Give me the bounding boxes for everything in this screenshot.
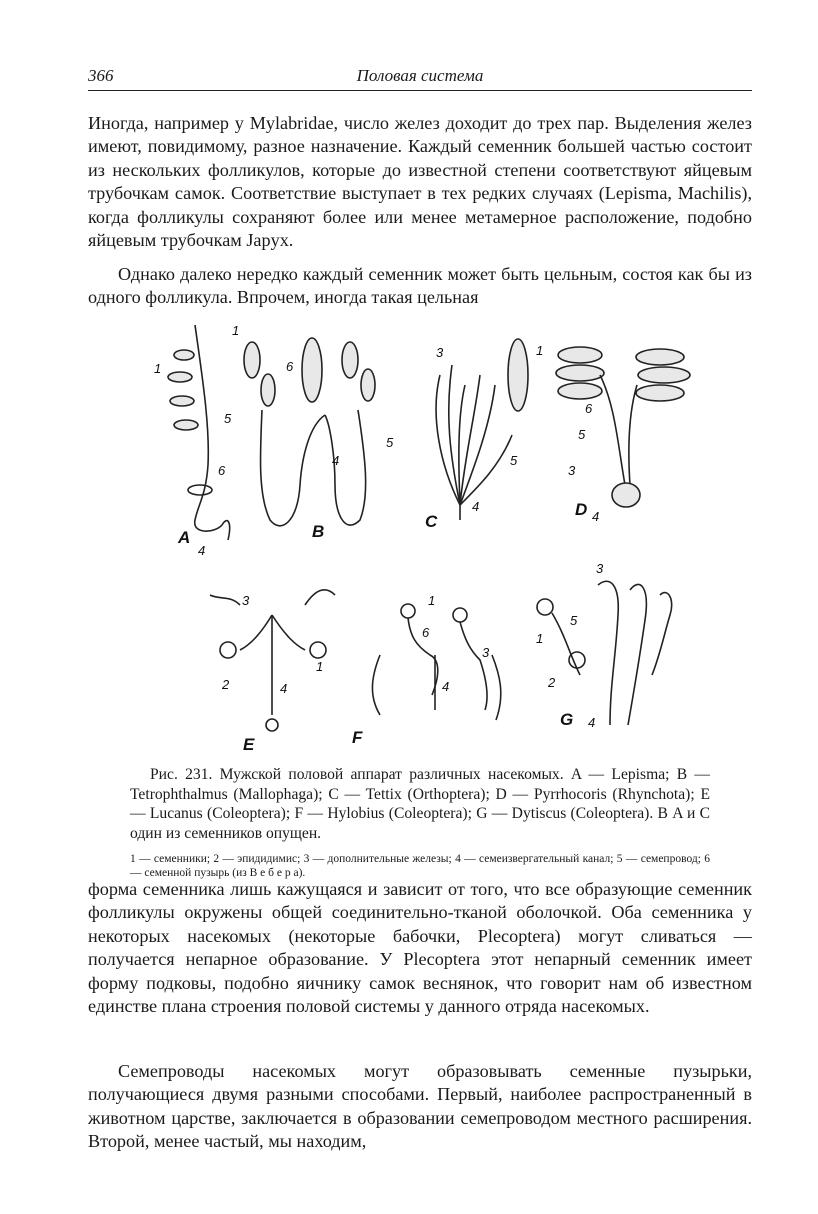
- part-number-e-4: 4: [280, 681, 288, 696]
- part-number-a-5: 5: [224, 411, 232, 426]
- page-number: 366: [88, 66, 114, 85]
- part-number-d-5: 5: [578, 427, 586, 442]
- panel-label-e: E: [243, 735, 255, 754]
- panel-label-b: B: [312, 522, 325, 541]
- part-number-c-3: 3: [436, 345, 444, 360]
- part-number-b-5: 5: [386, 435, 394, 450]
- panel-c-drawing: [436, 339, 528, 520]
- paragraph-4: Семепроводы насекомых могут образовывать семенные пузырьки, получающиеся двумя разными способами. Первый, наиболее распространенный в животном царстве, заключается в образовании семепроводом местного расширения. Второй, менее частый, мы находим,: [88, 1061, 752, 1152]
- part-number-c-5: 5: [510, 453, 518, 468]
- part-number-a-1: 1: [154, 361, 162, 376]
- panel-d-drawing: [556, 347, 690, 507]
- part-number-f-3: 3: [482, 645, 490, 660]
- part-number-c-4: 4: [472, 499, 480, 514]
- paragraph-1: Иногда, например у Mylabridae, число желез доходит до трех пар. Выделения желез имеют, повидимому, разное назначение. Каждый семенник большей частью состоит из нескольких фолликулов, которые до известной степени соответствуют яйцевым трубочкам самок. Соответствие выступает в тех редких случаях (Lepisma, Machilis), когда фолликулы сохраняют более или менее метамерное расположение, подобно яйцевым трубочкам Japyx.: [88, 113, 752, 251]
- panel-b-drawing: [244, 338, 375, 526]
- figure-legend: 1 — семенники; 2 — эпидидимис; 3 — дополнительные железы; 4 — семеизвергательный канал; 5 — семепровод; 6 — семенной пузырь (из В е б е р а).: [130, 853, 710, 879]
- part-number-d-3: 3: [568, 463, 576, 478]
- panel-f-drawing: [372, 604, 500, 720]
- part-number-c-1: 1: [536, 343, 544, 358]
- part-number-b-1: 1: [232, 323, 240, 338]
- part-number-e-1: 1: [316, 659, 324, 674]
- panel-label-g: G: [560, 710, 574, 729]
- part-number-b-6: 6: [286, 359, 294, 374]
- panel-label-c: C: [425, 512, 438, 531]
- paragraph-2: Однако далеко нередко каждый семенник может быть цельным, состоя как бы из одного фолликула. Впрочем, иногда такая цельная: [88, 264, 752, 308]
- panel-g-drawing: [537, 581, 672, 725]
- panel-a-drawing: [168, 325, 230, 540]
- panel-label-d: D: [575, 500, 588, 519]
- part-number-a-6: 6: [218, 463, 226, 478]
- part-number-d-6: 6: [585, 401, 593, 416]
- part-number-e-3: 3: [242, 593, 250, 608]
- running-title: Половая система: [356, 66, 484, 85]
- part-number-g-3: 3: [596, 561, 604, 576]
- figure-insect-reproductive-system: [140, 315, 710, 755]
- part-number-b-4: 4: [332, 453, 340, 468]
- part-number-f-4: 4: [442, 679, 450, 694]
- part-number-g-4: 4: [588, 715, 596, 730]
- part-number-f-6: 6: [422, 625, 430, 640]
- part-number-g-2: 2: [548, 675, 556, 690]
- figure-caption: Рис. 231. Мужской половой аппарат различных насекомых. A — Lepisma; B — Tetrophthalmus (Mallophaga); C — Tettix (Orthoptera); D — Pyrrhocoris (Rhynchota); E — Lucanus (Coleoptera); F — Hylobius (Coleoptera); G — Dytiscus (Coleoptera). В A и C один из семенников опущен.: [130, 766, 710, 842]
- part-number-a-4: 4: [198, 543, 206, 558]
- paragraph-3: форма семенника лишь кажущаяся и зависит от того, что все образующие семенник фолликулы окружены общей соединительно-тканой оболочкой. Оба семенника у некоторых насекомых (некоторые бабочки, Plecoptera) могут сливаться — получается непарное образование. У Plecoptera этот непарный семенник имеет форму подковы, подобно яичнику самок веснянок, что говорит нам об известном единстве плана строения половой системы у данного отряда насекомых.: [88, 879, 752, 1017]
- part-number-g-1: 1: [536, 631, 544, 646]
- page-header: [88, 64, 752, 91]
- part-number-e-2: 2: [222, 677, 230, 692]
- part-number-d-4: 4: [592, 509, 600, 524]
- part-number-g-5: 5: [570, 613, 578, 628]
- part-number-f-1: 1: [428, 593, 436, 608]
- panel-label-a: A: [178, 528, 191, 547]
- panel-label-f: F: [352, 728, 363, 747]
- figure-illustration: [140, 315, 710, 755]
